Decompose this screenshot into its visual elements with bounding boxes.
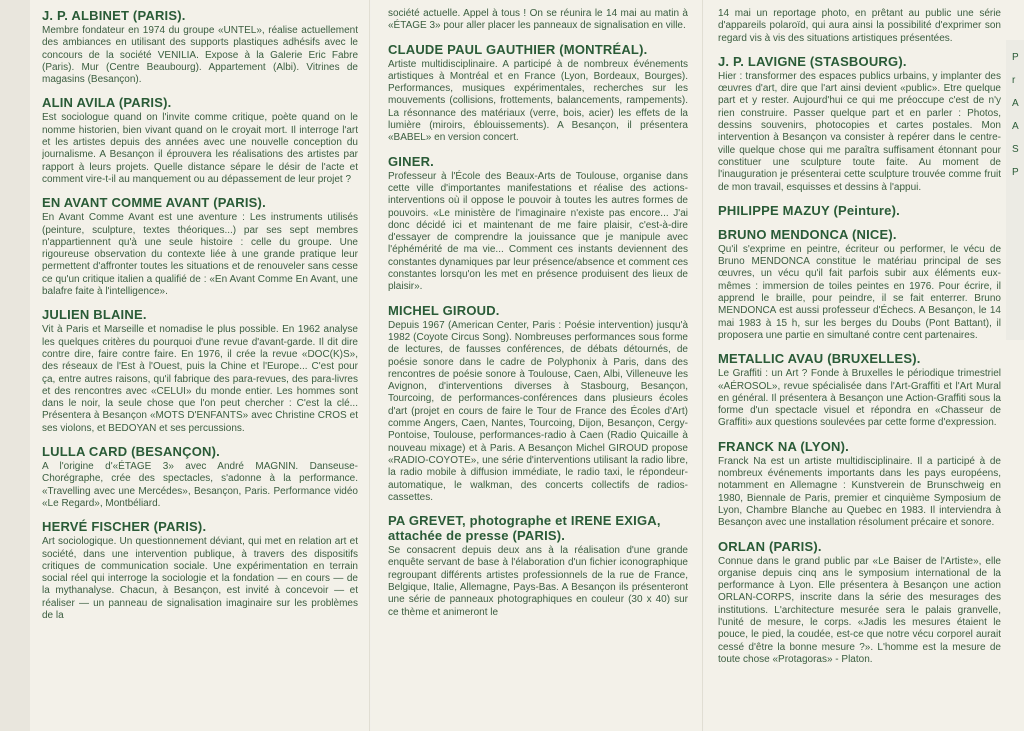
artist-heading: CLAUDE PAUL GAUTHIER (MONTRÉAL). bbox=[388, 41, 648, 57]
artist-heading: EN AVANT COMME AVANT (PARIS). bbox=[42, 195, 266, 211]
artist-entry bbox=[388, 42, 688, 145]
fold-line-2 bbox=[702, 0, 704, 731]
artist-description: Se consacrent depuis deux ans à la réalisation d'une grande enquête servant de base à l'élaboration d'un fichier iconographique regroupant différents artistes professionnels de la rue de France, Belgique, Italie, Allemagne, Pays-Bas. A Besançon ils présenteront une série de panneaux photographiques en couleur (30 x 40) sur ce thème et animeront le bbox=[388, 545, 688, 618]
artist-description: Artiste multidisciplinaire. A participé à de nombreux événements artistiques à Montréal et en France (Lyon, Bordeaux, Bourges). Performances, musiques expérimentales, recherches sur les mouvements (collisions, frottements, balancements, rampements). La résonnance des matériaux (verre, bois, acier) les effets de la lumière (miroirs, éblouissements). A Besançon, il présentera «BABEL» en version concert. bbox=[388, 58, 688, 144]
artist-entry bbox=[42, 444, 358, 510]
artist-description: Vit à Paris et Marseille et nomadise le plus possible. En 1962 analyse les quelques critères du pourquoi d'une revue d'avant-garde. Il dit dire contre dire, faire contre faire. En 1976, il crée la revue «DOC(K)S», des réseaux de l'Est à l'Ouest, puis la Chine et l'Europe... C'est pour ça, entre autres raisons, qu'il fabrique des para-revues, des para-livres et des rencontres avec «CELUI» du monde entier. Les hommes sont dans le noir, la seule chose que l'on peut chercher : C'est la clé... Présentera à Besançon «MOTS D'ENFANTS» avec Christine CROS et ses violons, et BEDOYAN et ses percussions. bbox=[42, 324, 358, 434]
fold-line-1 bbox=[369, 0, 371, 731]
artist-heading: BRUNO MENDONCA (NICE). bbox=[718, 226, 897, 242]
artist-entry bbox=[42, 519, 358, 622]
artist-description: Depuis 1967 (American Center, Paris : Poésie intervention) jusqu'à 1982 (Coyote Circus Song). Nombreuses performances sous forme de lectures, de fausses conférences, de débats détournés, de poésie sonore dans le cadre de Polyphonix à Paris, dans des rencontres de poésie sonore à Toulouse, Caen, Albi, Villeneuve les Avignon, d'interventions diverses à Stasbourg, Besançon, Tourcoing, de performances-conférences dans plusieurs écoles d'art (projet en cours de faire le Tour de France des Écoles d'Art) comme Angers, Caen, Nantes, Tourcoing, Dijon, Besançon, Cergy-Pontoise, Toulouse, performances-radio à Caen (Radio Quicaille à nouveau mixage) et à Paris. A Besançon Michel GIROUD propose «RADIO-COYOTE», une série d'interventions utilisant la radio libre, la radio mobile à diffusion immédiate, le radio taxi, le répondeur-automatique, le walkman, des concerts collectifs de radios-cassettes. bbox=[388, 319, 688, 503]
artist-entry bbox=[42, 307, 358, 435]
artist-heading: ALIN AVILA (PARIS). bbox=[42, 95, 172, 111]
artist-description: Art sociologique. Un questionnement déviant, qui met en relation art et société, dans une intervention publique, à travers des dispositifs critiques de communication sociale. Une expérimentation en terrain social réel qui interroge la sociologie et la fondation — en cours — de la mythanalyse. Chacun, à Besançon, est invité à concevoir — et réaliser — un panneau de signalisation imaginaire sur les problèmes de la bbox=[42, 536, 358, 621]
artist-entry bbox=[718, 439, 1001, 530]
artist-entry bbox=[388, 513, 688, 619]
artist-entry bbox=[42, 95, 358, 186]
artist-description: Membre fondateur en 1974 du groupe «UNTEL», réalise actuellement des ambiances en utilisant des supports plastiques adhésifs avec le concours de la société VENILIA. Expose à la Galerie Eric Fabre (Paris). Mur (Centre Beaubourg). Appartement (Albi). Vitrines de magasins (Besançon). bbox=[42, 25, 358, 86]
artist-heading: PA GREVET, photographe et IRENE EXIGA, attachée de presse (PARIS). bbox=[388, 513, 661, 544]
artist-entry bbox=[388, 303, 688, 504]
artist-description: Connue dans le grand public par «Le Baiser de l'Artiste», elle organise depuis cinq ans le symposium international de la performance à Lyon. Elle présentera à Besançon une action ORLAN-CORPS, inscrite dans la série des mesurages des institutions. L'architecture mesurée sera le palais granvelle, l'unité de mesure, le corps. «Jadis les mesures étaient le pouce, le pied, la coudée, est-ce que notre vécu corporel aurait cessé d'être la bonne mesure ?». L'homme est la mesure de toute chose «Protagoras» - Platon. bbox=[718, 555, 1001, 665]
artist-description: Le Graffiti : un Art ? Fonde à Bruxelles le périodique trimestriel «AÉROSOL», revue spécialisée dans l'Art-Graffiti et l'Art Mural en général. Il présentera à Besançon une Action-Graffiti sous la forme d'un spectacle visuel et répondra en «Chasseur de Graffiti» aux questions soulevées par cette forme d'expression. bbox=[718, 368, 1001, 429]
column-1 bbox=[42, 8, 358, 727]
underlying-sheet bbox=[0, 0, 30, 731]
artist-description: Professeur à l'École des Beaux-Arts de Toulouse, organise dans cette ville d'importantes manifestations et réalise des actions-interventions où il oppose le pouvoir à toutes les autres formes de pouvoirs. «Le ministère de l'imaginaire n'existe pas encore... J'ai donc décidé ici et maintenant de me faire plaisir, c'est-à-dire d'essayer de comprendre la jouissance que je manipule avec l'éphémérité de ma vie... Comment ces instants deviennent des constantes dynamiques par leur présence/absence et comment ces constantes lorsqu'on les met en présence produisent des lieux de plaisir». bbox=[388, 170, 688, 293]
artist-heading: FRANCK NA (LYON). bbox=[718, 438, 849, 454]
artist-description: A l'origine d'«ÉTAGE 3» avec André MAGNIN. Danseuse-Chorégraphe, crée des spectacles, s'adonne à la performance. «Travelling avec une Mercédes», Besançon, Paris. Performance vidéo «Le Regard», Montbéliard. bbox=[42, 461, 358, 509]
edge-letter: A bbox=[1012, 121, 1019, 132]
artist-heading: JULIEN BLAINE. bbox=[42, 307, 147, 323]
artist-heading: ORLAN (PARIS). bbox=[718, 538, 822, 554]
artist-heading: METALLIC AVAU (BRUXELLES). bbox=[718, 351, 921, 367]
artist-entry bbox=[718, 351, 1001, 429]
artist-entry bbox=[718, 54, 1001, 194]
edge-letter: A bbox=[1012, 98, 1019, 109]
adjacent-panel-edge bbox=[1006, 40, 1024, 340]
column-3 bbox=[718, 8, 1001, 727]
artist-description: Est sociologue quand on l'invite comme critique, poète quand on le nomme historien, bien vivant quand on le croyait mort. Il interroge l'art et les artistes depuis des années avec une nouvelle conception du journalisme. A Besançon il éprouvera les réalisations des artistes par rapport à leurs projets. Quelle distance sépare le désir de l'acte et comment vire-t-il au manquement ou au dépassement de leur projet ? bbox=[42, 112, 358, 185]
artist-entry bbox=[718, 227, 1001, 342]
edge-letter: P bbox=[1012, 167, 1019, 178]
artist-heading: MICHEL GIROUD. bbox=[388, 302, 500, 318]
artist-heading: J. P. LAVIGNE (STASBOURG). bbox=[718, 53, 907, 69]
edge-letter: S bbox=[1012, 144, 1019, 155]
artist-heading: LULLA CARD (BESANÇON). bbox=[42, 444, 220, 460]
artist-heading: J. P. ALBINET (PARIS). bbox=[42, 8, 186, 23]
artist-description: En Avant Comme Avant est une aventure : Les instruments utilisés (peinture, sculpture, textes théoriques...) par ses sept membres n'appartiennent qu'à une seule histoire : celle du groupe. Une rigoureuse observation du contexte liée à une grande pratique leur permettent d'affronter toutes les situations et de renouveler sans cesse ce qu'un critique italien a qualifié de : «En Avant Comme En Avant, une balafre faite à l'intelligence». bbox=[42, 212, 358, 298]
artist-entry bbox=[718, 203, 1001, 218]
column-2 bbox=[388, 8, 688, 727]
artist-entry bbox=[388, 154, 688, 294]
artist-description: Franck Na est un artiste multidisciplinaire. Il a participé à de nombreux événements importants dans les pays européens, notamment en Allemagne : Kunstverein de Brunschweig en 1980, Biennale de Paris, premier et cinquième Symposium de Lyon, Chambre Blanche au Quebec en 1983. Il interviendra à Besançon avec une installation résolument précaire et sonore. bbox=[718, 455, 1001, 529]
continued-text: société actuelle. Appel à tous ! On se réunira le 14 mai au matin à «ÉTAGE 3» pour aller placer les panneaux de signalisation en ville. bbox=[388, 8, 688, 32]
artist-entry bbox=[718, 539, 1001, 667]
artist-entry bbox=[42, 8, 358, 86]
artist-description: Hier : transformer des espaces publics urbains, y implanter des œuvres d'art, dire que l'art ainsi devient «public». Etre quelque part et y rester. Aujourd'hui ce qui me préoccupe c'est de n'y rien construire. Passer quelque part et en parler : Photos, dessins souvenirs, photocopies et cartes postales. Mon intervention à Besançon va consister à repérer dans le centre-ville quelque chose qui me paraîtra suffisament étonnant pour constituer une sculpture toute faite. Au moment de l'inauguration je présenterai cette sculpture trouvée comme fruit de mon travail, esquisses et dessins à l'appui. bbox=[718, 70, 1001, 193]
artist-description: Qu'il s'exprime en peintre, écriteur ou performer, le vécu de Bruno MENDONCA constitue le matériau principal de ses œuvres, un vécu qu'il fait parfois subir aux éléments eux-mêmes : immersion de toiles peintes en 1976. Pour écrire, il apprend le braille, pour peindre, il se fait enterrer. Bruno MENDONCA est aussi professeur d'Échecs. A Besançon, le 14 mai 1983 à 15 h, sur les berges du Doubs (Pont Battant), il proposera une partie en simultané contre cent partenaires. bbox=[718, 243, 1001, 341]
continued-text: 14 mai un reportage photo, en prêtant au public une série d'appareils polaroïd, qui aura ainsi la possibilité d'exprimer son regard vis à vis des situations artistiques présentées. bbox=[718, 8, 1001, 44]
artist-heading: PHILIPPE MAZUY (Peinture). bbox=[718, 202, 900, 218]
artist-heading: GINER. bbox=[388, 153, 434, 169]
edge-letter: r bbox=[1012, 75, 1016, 86]
edge-letter: P bbox=[1012, 52, 1019, 63]
artist-heading: HERVÉ FISCHER (PARIS). bbox=[42, 519, 207, 535]
artist-entry bbox=[42, 195, 358, 298]
